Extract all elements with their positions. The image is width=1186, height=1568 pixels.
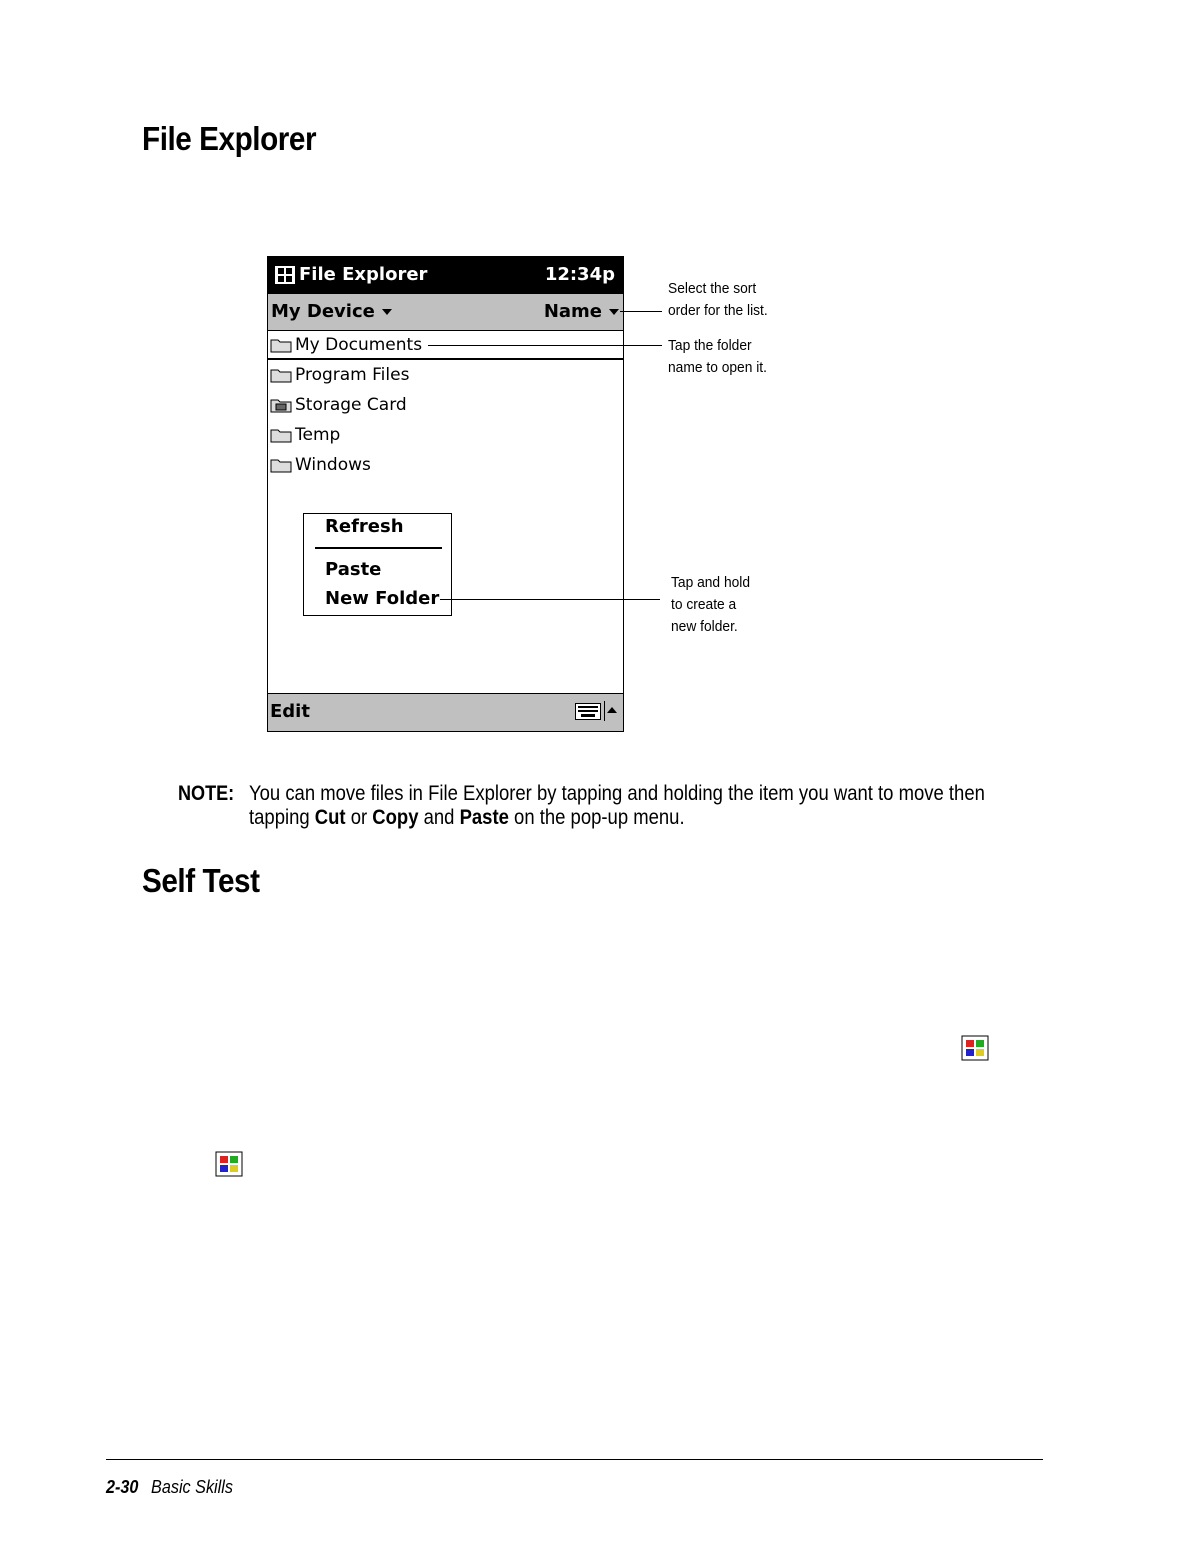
- list-item-label: Windows: [295, 455, 371, 475]
- list-item[interactable]: [270, 332, 422, 358]
- command-bar: [268, 693, 623, 731]
- callout-line: order for the list.: [668, 302, 768, 319]
- edit-menu[interactable]: Edit: [270, 701, 310, 722]
- callout-line: Tap the folder: [668, 337, 752, 354]
- file-explorer-screenshot: [267, 256, 624, 732]
- note-copy: Copy: [372, 806, 419, 829]
- folder-icon: [270, 367, 292, 383]
- note-text: [249, 782, 1023, 830]
- list-item-label: Storage Card: [295, 395, 407, 415]
- callout-line: name to open it.: [668, 359, 767, 376]
- folder-icon: [270, 427, 292, 443]
- start-menu-icon[interactable]: [274, 264, 296, 290]
- folder-icon: [270, 337, 292, 353]
- menu-item-refresh[interactable]: Refresh: [325, 516, 404, 537]
- start-menu-icon: [215, 1151, 243, 1182]
- input-panel-arrow-icon[interactable]: [607, 707, 617, 713]
- callout-line: Tap and hold: [671, 574, 751, 591]
- callout-line: to create a: [671, 596, 737, 613]
- list-item-label: Program Files: [295, 365, 410, 385]
- storage-card-icon: [270, 397, 292, 413]
- callout-sort-order: [668, 278, 768, 322]
- filter-bar: [268, 294, 623, 331]
- section-name: Basic Skills: [151, 1477, 233, 1497]
- note-paste: Paste: [459, 806, 509, 829]
- note-text-part: or: [345, 806, 373, 829]
- list-item[interactable]: [270, 392, 407, 418]
- callout-leader-line: [428, 345, 662, 346]
- context-menu: [303, 513, 452, 616]
- keyboard-icon[interactable]: [575, 703, 601, 724]
- callout-folder-open: [668, 335, 767, 379]
- list-item[interactable]: [270, 452, 371, 478]
- note-text-part: You can move files in File Explorer by tapping and holding the item you want to move then tapping: [249, 782, 985, 829]
- page-footer: [106, 1477, 233, 1498]
- sort-dropdown-label: Name: [543, 301, 602, 322]
- window-title: File Explorer: [299, 264, 428, 285]
- list-item[interactable]: [270, 422, 340, 448]
- divider: [268, 358, 623, 360]
- list-item-label: Temp: [295, 425, 341, 445]
- note-text-part: and: [418, 806, 460, 829]
- menu-item-new-folder[interactable]: New Folder: [325, 588, 440, 609]
- callout-new-folder: [671, 572, 750, 638]
- heading-self-test: Self Test: [142, 862, 260, 899]
- menu-separator: [315, 547, 442, 549]
- divider: [604, 701, 605, 721]
- clock[interactable]: 12:34p: [544, 264, 615, 285]
- start-menu-icon: [961, 1035, 989, 1066]
- note-cut: Cut: [314, 806, 346, 829]
- callout-leader-line: [620, 311, 662, 312]
- callout-line: new folder.: [671, 618, 738, 635]
- page-number: 2-30: [106, 1477, 139, 1497]
- list-item[interactable]: [270, 362, 409, 388]
- chevron-down-icon: [382, 309, 392, 315]
- note-text-part: on the pop-up menu.: [508, 806, 685, 829]
- chevron-down-icon: [609, 309, 619, 315]
- callout-leader-line: [440, 599, 660, 600]
- folder-dropdown-label: My Device: [271, 301, 375, 322]
- folder-icon: [270, 457, 292, 473]
- list-item-label: My Documents: [295, 335, 423, 355]
- callout-line: Select the sort: [668, 280, 757, 297]
- menu-item-paste[interactable]: Paste: [325, 559, 382, 580]
- note-label: NOTE:: [178, 782, 235, 805]
- folder-dropdown[interactable]: [271, 301, 392, 322]
- sort-dropdown[interactable]: [544, 301, 619, 322]
- footer-rule: [106, 1459, 1043, 1460]
- heading-file-explorer: File Explorer: [142, 120, 317, 157]
- title-bar: [268, 257, 623, 294]
